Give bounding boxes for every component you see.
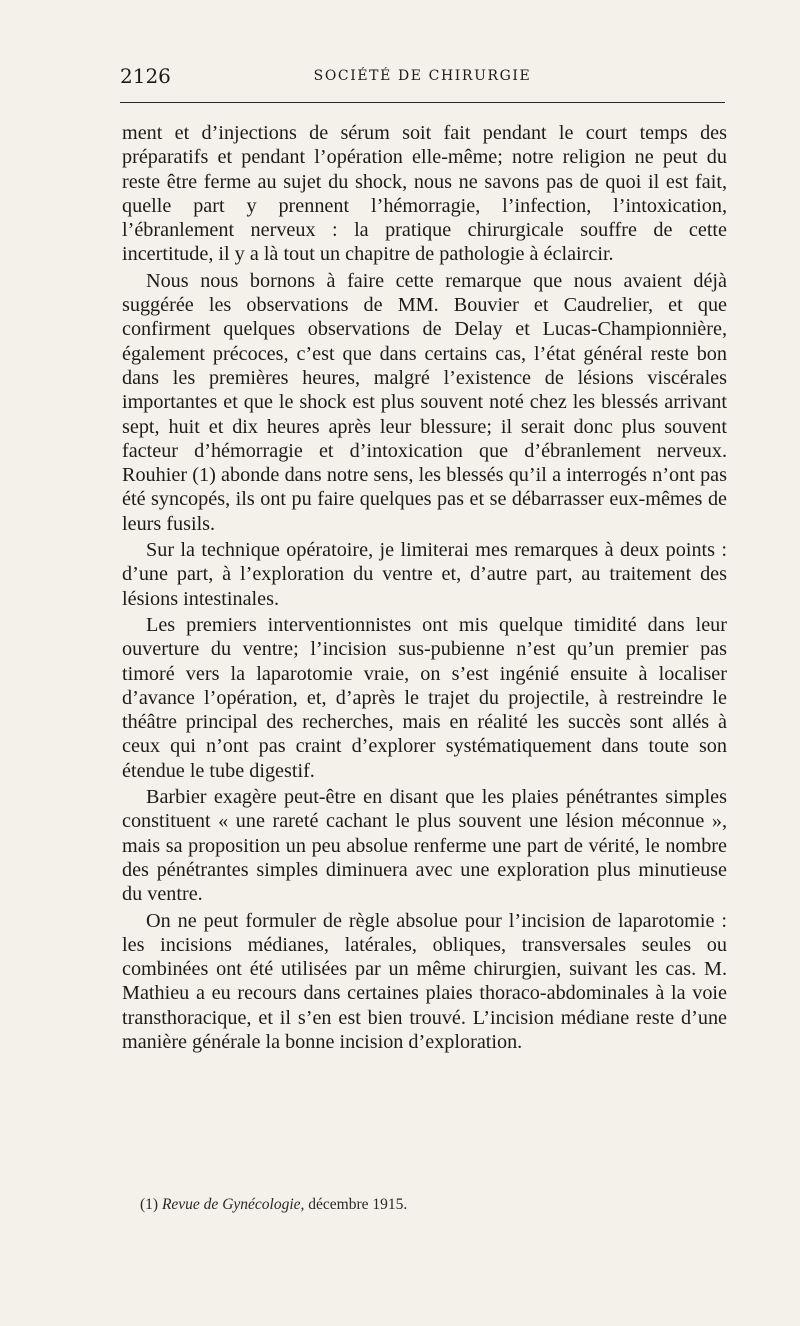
paragraph: Nous nous bornons à faire cette remarque que nous avaient déjà suggérée les observations de MM. Bouvier et Caudrelier, et que confirment quelques observations de Delay et Lucas-Championnière, également précoces, c’est que dans certains cas, l’état général reste bon dans les premières heures, malgré l’existence de lésions viscérales importantes et que le shock est plus souvent noté chez les blessés arrivant sept, huit et dix heures après leur blessure; il serait donc plus souvent facteur d’hémorragie et d’intoxication que d’ébranlement nerveux. Rouhier (1) abonde dans notre sens, les blessés qu’il a interrogés n’ont pas été syncopés, ils ont pu faire quelques pas et se débarrasser eux-mêmes de leurs fusils. <box>122 269 727 535</box>
paragraph: ment et d’injections de sérum soit fait pendant le court temps des préparatifs et pendant l’opération elle-même; notre religion ne peut du reste être ferme au sujet du shock, nous ne savons pas de quoi il est fait, quelle part y prennent l’hémorragie, l’infection, l’intoxication, l’ébranlement nerveux : la pratique chirurgicale souffre de cette incertitude, il y a là tout un chapitre de pathologie à éclaircir. <box>122 122 727 266</box>
page-number: 2126 <box>120 64 171 88</box>
paragraph: Les premiers interventionnistes ont mis quelque timidité dans leur ouverture du ventre; l’incision sus-pubienne n’est qu’un premier pas timoré vers la laparotomie vraie, on s’est ingénié ensuite à localiser d’avance l’opération, et, d’après le trajet du projectile, à restreindre le théâtre principal des recherches, mais en réalité les succès sont allés à ceux qui n’ont pas craint d’explorer systématiquement dans toute son étendue le tube digestif. <box>122 613 727 782</box>
footnote <box>140 1196 407 1214</box>
paragraph: Barbier exagère peut-être en disant que les plaies pénétrantes simples constituent « une rareté cachant le plus souvent une lésion méconnue », mais sa proposition un peu absolue renferme une part de vérité, le nombre des pénétrantes simples diminuera avec une exploration plus minutieuse du ventre. <box>122 786 727 906</box>
page-header <box>120 64 725 94</box>
footnote-marker: (1) <box>140 1196 159 1213</box>
footnote-journal: Revue de Gynécologie, <box>161 1196 305 1213</box>
paragraph: On ne peut formuler de règle absolue pour l’incision de laparotomie : les incisions médianes, latérales, obliques, transversales seules ou combinées ont été utilisées par un même chirurgien, suivant les cas. M. Mathieu a eu recours dans certaines plaies thoraco-abdominales à la voie transthoracique, et il s’en est bien trouvé. L’incision médiane reste d’une manière générale la bonne incision d’exploration. <box>122 909 727 1053</box>
footnote-date: décembre 1915. <box>308 1196 408 1213</box>
header-rule <box>120 102 725 103</box>
body-text <box>122 121 727 1054</box>
running-title: SOCIÉTÉ DE CHIRURGIE <box>313 68 532 84</box>
paragraph: Sur la technique opératoire, je limiterai mes remarques à deux points : d’une part, à l’exploration du ventre et, d’autre part, au traitement des lésions intestinales. <box>122 539 727 610</box>
